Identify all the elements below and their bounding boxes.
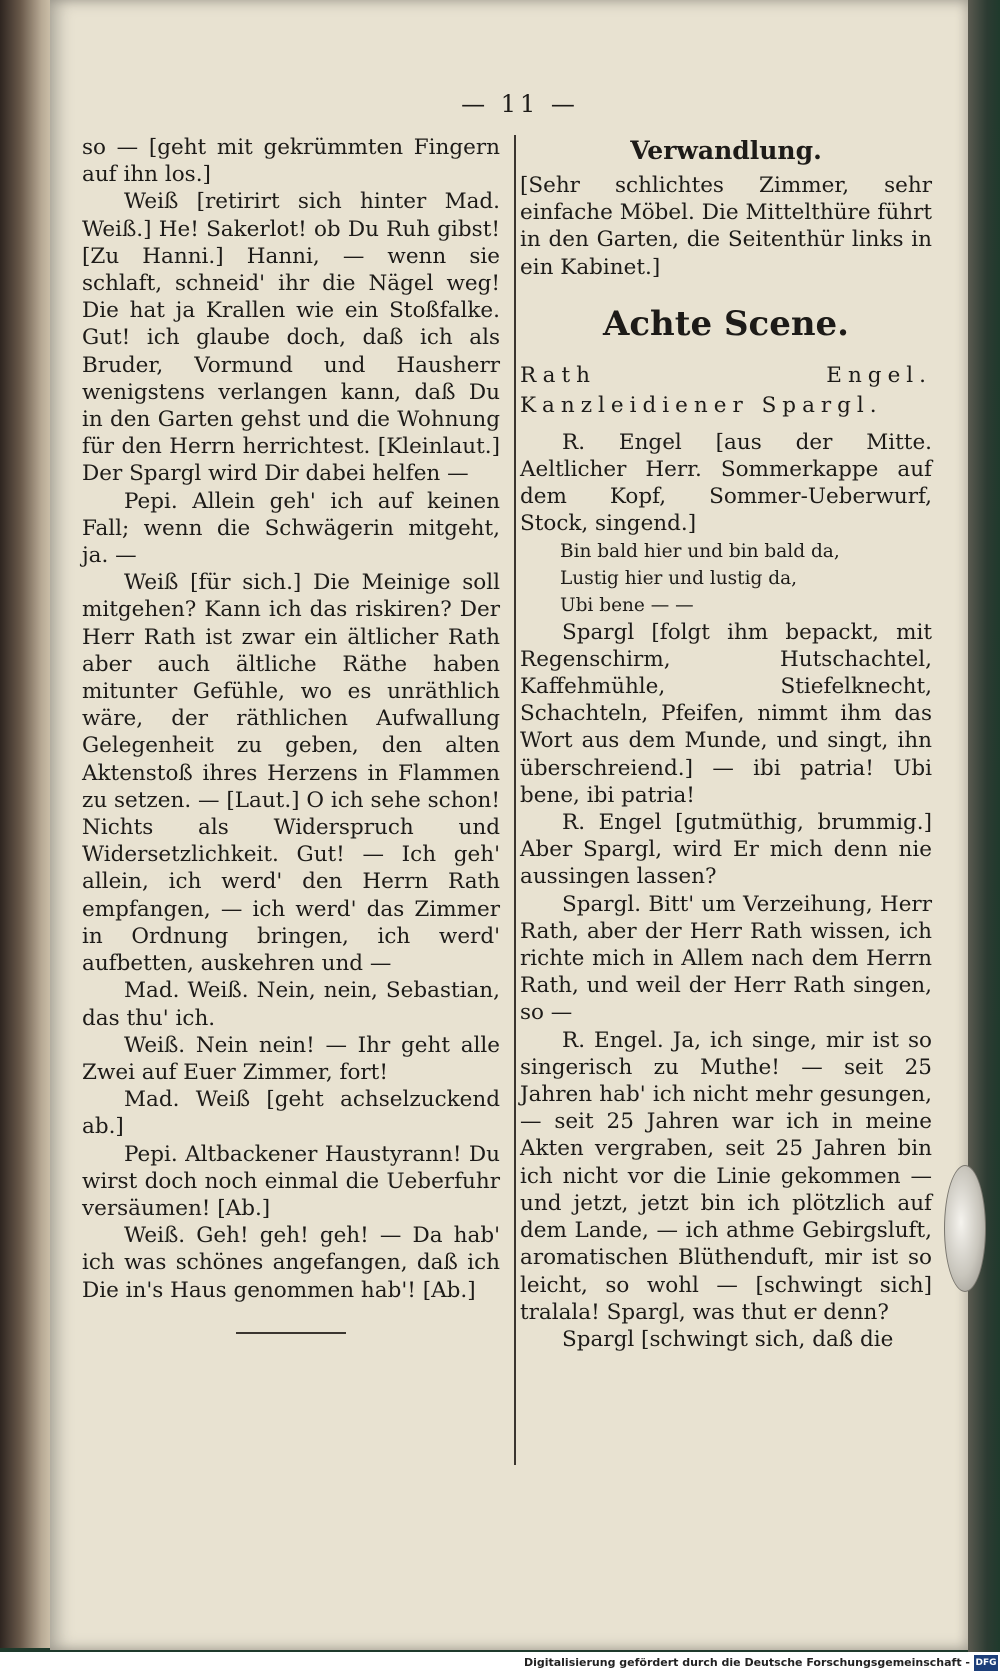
- song-line: Ubi bene — —: [560, 594, 694, 616]
- paragraph: Mad. Weiß. Nein, nein, Sebastian, das thu' ich.: [82, 978, 500, 1031]
- page-number: — 11 —: [461, 90, 579, 118]
- page-edge-shadow: [968, 0, 1000, 1652]
- dfg-logo: DFG: [974, 1655, 998, 1671]
- left-column: [82, 134, 500, 1334]
- cast-list: Rath Engel. Kanzleidiener Spargl.: [520, 362, 932, 418]
- paragraph: Weiß. Nein nein! — Ihr geht alle Zwei auf Euer Zimmer, fort!: [82, 1032, 500, 1085]
- right-column: [520, 134, 932, 1353]
- paper-clip: [944, 1165, 986, 1292]
- paragraph: Spargl [folgt ihm bepackt, mit Regenschirm, Hutschachtel, Kaffehmühle, Stiefelknecht, Schachteln, Pfeifen, nimmt ihm das Wort aus dem Munde, und singt, ihn überschreiend.] — ibi patria! Ubi bene, ibi patria!: [520, 619, 932, 808]
- section-end-rule: [236, 1332, 346, 1334]
- paragraph: Spargl [schwingt sich, daß die: [562, 1326, 894, 1352]
- paragraph: R. Engel. Ja, ich singe, mir ist so singerisch zu Muthe! — seit 25 Jahren hab' ich nicht mehr gesungen, — seit 25 Jahren war ich in meine Akten vergraben, seit 25 Jahren bin ich nicht vor die Linie gekommen — und jetzt, jetzt bin ich plötzlich auf dem Lande, — ich athme Gebirgsluft, aromatischen Blüthenduft, mir ist so leicht, so wohl — [schwingt sich] tralala! Spargl, was thut er denn?: [520, 1027, 932, 1325]
- funding-note: Digitalisierung gefördert durch die Deutsche Forschungsgemeinschaft -: [523, 1656, 970, 1669]
- song-line: Bin bald hier und bin bald da,: [560, 540, 840, 562]
- paragraph: so — [geht mit gekrümmten Fingern auf ihn los.]: [82, 135, 500, 188]
- paragraph: Pepi. Altbackener Haustyrann! Du wirst doch noch einmal die Ueberfuhr versäumen! [Ab.]: [82, 1141, 500, 1221]
- paragraph: Weiß. Geh! geh! geh! — Da hab' ich was schönes angefangen, daß ich Die in's Haus genommen hab'! [Ab.]: [82, 1223, 500, 1303]
- section-heading: Verwandlung.: [630, 136, 822, 165]
- book-binding: [0, 0, 52, 1648]
- song-line: Lustig hier und lustig da,: [560, 567, 797, 589]
- paragraph: Weiß [retirirt sich hinter Mad. Weiß.] He! Sakerlot! ob Du Ruh gibst! [Zu Hanni.] Hanni, — wenn sie schlaft, schneid' ihr die Nägel weg! Die hat ja Krallen wie ein Stoßfalke. Gut! ich glaube doch, daß ich als Bruder, Vormund und Hausherr wenigstens verlangen kann, daß Du in den Garten gehst und die Wohnung für den Herrn herrichtest. [Kleinlaut.] Der Spargl wird Dir dabei helfen —: [82, 189, 500, 487]
- paragraph: Mad. Weiß [geht achselzuckend ab.]: [82, 1087, 500, 1140]
- paragraph: R. Engel [aus der Mitte. Aeltlicher Herr. Sommerkappe auf dem Kopf, Sommer-Ueberwurf, Stock, singend.]: [520, 429, 932, 537]
- paragraph: R. Engel [gutmüthig, brummig.] Aber Spargl, wird Er mich denn nie aussingen lassen?: [520, 810, 932, 890]
- song-lyrics: [520, 538, 932, 619]
- scene-title: Achte Scene.: [602, 303, 850, 344]
- paragraph: Spargl. Bitt' um Verzeihung, Herr Rath, aber der Herr Rath wissen, ich richte mich in Allem nach dem Herrn Rath, und weil der Herr Rath singen, so —: [520, 891, 932, 1026]
- column-divider: [514, 135, 516, 1465]
- paragraph: Weiß [für sich.] Die Meinige soll mitgehen? Kann ich das riskiren? Der Herr Rath ist zwar ein ältlicher Rath aber auch ältliche Räthe haben mitunter Gefühle, wo es unräthlich wäre, der räthlichen Aufwallung Gelegenheit zu geben, den alten Aktenstoß ihres Herzens in Flammen zu setzen. — [Laut.] O ich sehe schon! Nichts als Widerspruch und Widersetzlichkeit. Gut! — Ich geh' allein, ich werd' den Herrn Rath empfangen, — ich werd' das Zimmer in Ordnung bringen, ich werd' aufbetten, auskehren und —: [82, 570, 500, 977]
- paragraph: Pepi. Allein geh' ich auf keinen Fall; wenn die Schwägerin mitgeht, ja. —: [82, 488, 500, 569]
- stage-direction: [Sehr schlichtes Zimmer, sehr einfache Möbel. Die Mittelthüre führt in den Garten, die Seitenthür links in ein Kabinet.]: [520, 173, 932, 280]
- footer-bar: [0, 1652, 1000, 1675]
